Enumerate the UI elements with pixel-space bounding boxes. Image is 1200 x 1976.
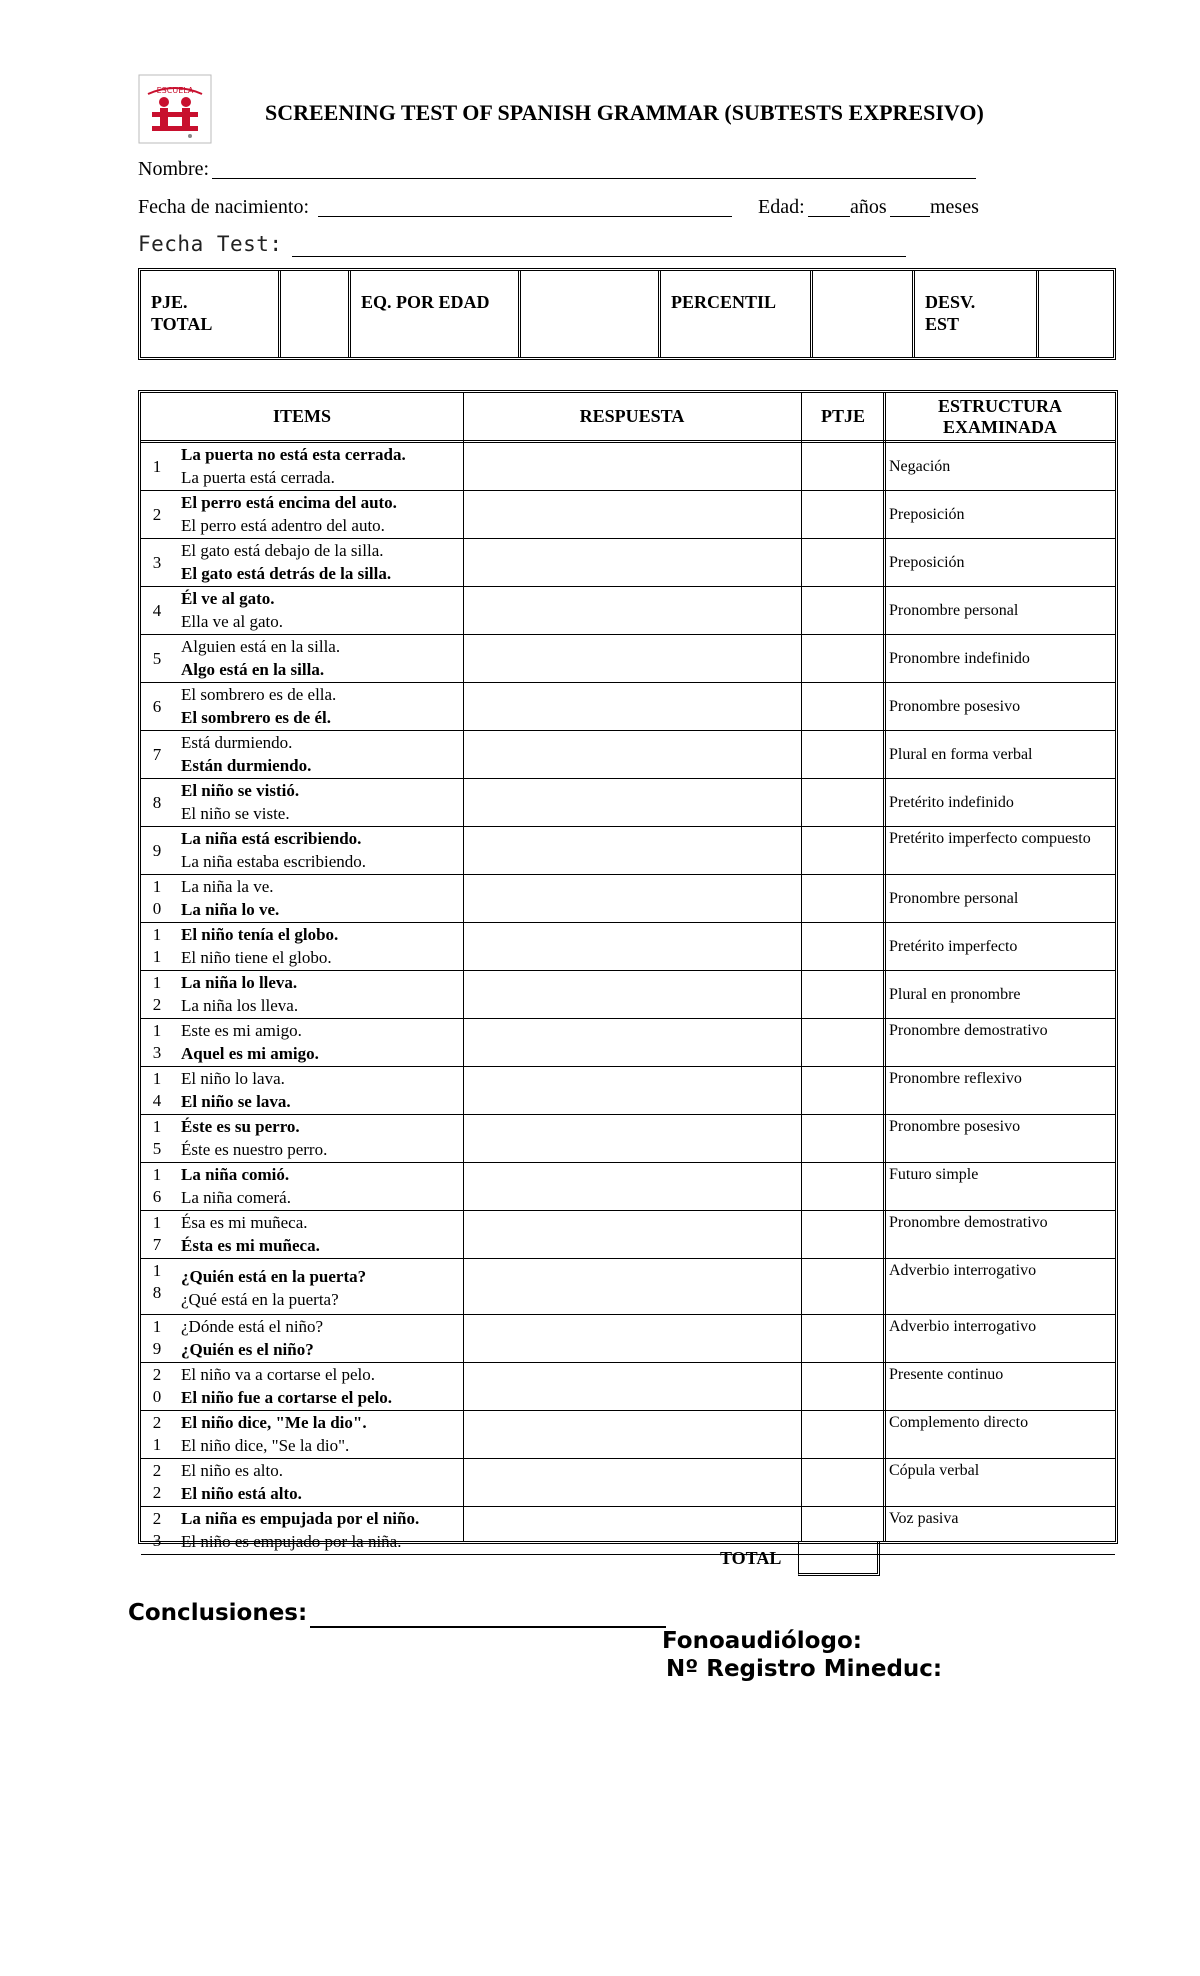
ptje-cell[interactable] (803, 1259, 883, 1314)
respuesta-cell[interactable] (465, 443, 799, 490)
sentence-a: El niño va a cortarse el pelo. (181, 1365, 376, 1384)
sentence-b: ¿Quién es el niño? (181, 1340, 314, 1359)
item-number: 1 8 (152, 1261, 162, 1302)
table-row (141, 1115, 1115, 1163)
ptje-cell[interactable] (803, 1411, 883, 1458)
estructura-cell: Pretérito imperfecto compuesto (889, 830, 1091, 847)
estructura-cell: Pronombre posesivo (889, 698, 1021, 715)
respuesta-cell[interactable] (465, 971, 799, 1018)
item-number: 1 1 (152, 925, 162, 966)
respuesta-cell[interactable] (465, 827, 799, 874)
table-row (141, 1459, 1115, 1507)
logo-text: ESCUELA (156, 86, 194, 95)
item-sentences (181, 1507, 419, 1553)
sentence-b: La niña los lleva. (181, 996, 299, 1015)
table-row (141, 1259, 1115, 1315)
sentence-a: El perro está encima del auto. (181, 493, 397, 512)
estructura-cell: Pronombre demostrativo (889, 1214, 1048, 1231)
respuesta-cell[interactable] (465, 1067, 799, 1114)
estructura-cell: Adverbio interrogativo (889, 1318, 1037, 1335)
sentence-b: Éste es nuestro perro. (181, 1140, 328, 1159)
respuesta-cell[interactable] (465, 1507, 799, 1554)
respuesta-cell[interactable] (465, 875, 799, 922)
sentence-a: El niño se vistió. (181, 781, 300, 800)
item-number: 1 (152, 457, 162, 476)
estructura-cell: Futuro simple (889, 1166, 979, 1183)
estructura-cell: Voz pasiva (889, 1510, 959, 1527)
sentence-b: Ella ve al gato. (181, 612, 283, 631)
item-sentences (181, 683, 336, 729)
item-sentences (181, 779, 299, 825)
table-row (141, 827, 1115, 875)
item-number: 2 1 (152, 1413, 162, 1454)
sentence-b: El niño se viste. (181, 804, 290, 823)
percentil-value[interactable] (813, 271, 915, 357)
ptje-cell[interactable] (803, 923, 883, 970)
sentence-b: ¿Qué está en la puerta? (181, 1290, 339, 1309)
anos-label: años (850, 196, 887, 218)
respuesta-cell[interactable] (465, 1411, 799, 1458)
fecha-test-field[interactable] (292, 256, 906, 257)
total-label: TOTAL (720, 1548, 782, 1568)
desv-est-label: DESV. EST (915, 271, 1039, 357)
table-row (141, 1507, 1115, 1555)
item-sentences (181, 539, 391, 585)
item-number: 9 (152, 841, 162, 860)
sentence-b: Algo está en la silla. (181, 660, 325, 679)
respuesta-cell[interactable] (465, 1259, 799, 1314)
school-logo (138, 74, 212, 144)
table-row (141, 491, 1115, 539)
ptje-header: PTJE (801, 393, 885, 443)
respuesta-cell[interactable] (465, 539, 799, 586)
item-sentences (181, 1115, 327, 1161)
item-sentences (181, 1411, 367, 1457)
edad-label: Edad: (758, 196, 805, 218)
item-number: 7 (152, 745, 162, 764)
table-row (141, 1163, 1115, 1211)
respuesta-cell[interactable] (465, 1459, 799, 1506)
eq-por-edad-label: EQ. POR EDAD (351, 271, 521, 357)
respuesta-cell[interactable] (465, 779, 799, 826)
ptje-cell[interactable] (803, 875, 883, 922)
respuesta-cell[interactable] (465, 923, 799, 970)
item-number: 1 9 (152, 1317, 162, 1358)
item-number: 1 5 (152, 1117, 162, 1158)
sentence-b: El niño dice, "Se la dio". (181, 1436, 350, 1455)
edad-meses-field[interactable] (890, 216, 930, 217)
estructura-header: ESTRUCTURA EXAMINADA (885, 393, 1115, 443)
item-number: 2 3 (152, 1509, 162, 1550)
sentence-a: Está durmiendo. (181, 733, 293, 752)
ptje-cell[interactable] (803, 1459, 883, 1506)
estructura-cell: Pronombre indefinido (889, 650, 1030, 667)
table-row (141, 1211, 1115, 1259)
item-sentences (181, 875, 279, 921)
sentence-b: El sombrero es de él. (181, 708, 331, 727)
item-sentences (181, 827, 366, 873)
column-divider (463, 393, 464, 1541)
item-sentences (181, 923, 338, 969)
desv-est-value[interactable] (1039, 271, 1113, 357)
sentence-b: El niño se lava. (181, 1092, 291, 1111)
respuesta-cell[interactable] (465, 491, 799, 538)
estructura-cell: Pronombre personal (889, 890, 1019, 907)
ptje-cell[interactable] (803, 1211, 883, 1258)
sentence-b: El niño es empujado por la niña. (181, 1532, 402, 1551)
fonoaudiologo-label: Fonoaudiólogo: (662, 1628, 862, 1654)
ptje-cell[interactable] (803, 1019, 883, 1066)
item-number: 1 3 (152, 1021, 162, 1062)
estructura-cell: Plural en forma verbal (889, 746, 1033, 763)
respuesta-header: RESPUESTA (463, 393, 801, 443)
item-number: 4 (152, 601, 162, 620)
ptje-cell[interactable] (803, 635, 883, 682)
item-number: 2 2 (152, 1461, 162, 1502)
table-row (141, 1363, 1115, 1411)
estructura-cell: Pronombre demostrativo (889, 1022, 1048, 1039)
items-table (138, 390, 1118, 1551)
item-number: 1 7 (152, 1213, 162, 1254)
ptje-cell[interactable] (803, 1315, 883, 1362)
item-sentences (181, 491, 397, 537)
respuesta-cell[interactable] (465, 1363, 799, 1410)
item-number: 8 (152, 793, 162, 812)
percentil-label: PERCENTIL (661, 271, 813, 357)
estructura-cell: Pronombre personal (889, 602, 1019, 619)
estructura-cell: Complemento directo (889, 1414, 1029, 1431)
ptje-cell[interactable] (803, 827, 883, 874)
sentence-b: El niño está alto. (181, 1484, 302, 1503)
ptje-cell[interactable] (803, 1067, 883, 1114)
item-number: 1 4 (152, 1069, 162, 1110)
item-sentences (181, 1315, 323, 1361)
estructura-cell: Plural en pronombre (889, 986, 1021, 1003)
sentence-a: ¿Quién está en la puerta? (181, 1267, 367, 1286)
sentence-a: El niño lo lava. (181, 1069, 285, 1088)
respuesta-cell[interactable] (465, 635, 799, 682)
sentence-b: El perro está adentro del auto. (181, 516, 385, 535)
item-sentences (181, 1067, 291, 1113)
item-sentences (181, 1163, 291, 1209)
pje-total-value[interactable] (281, 271, 351, 357)
estructura-cell: Pretérito indefinido (889, 794, 1014, 811)
table-row (141, 1067, 1115, 1115)
sentence-a: ¿Dónde está el niño? (181, 1317, 324, 1336)
table-row (141, 443, 1115, 491)
sentence-a: Este es mi amigo. (181, 1021, 302, 1040)
respuesta-cell[interactable] (465, 587, 799, 634)
ptje-cell[interactable] (803, 539, 883, 586)
item-number: 3 (152, 553, 162, 572)
estructura-cell: Adverbio interrogativo (889, 1262, 1037, 1279)
sentence-a: El niño es alto. (181, 1461, 283, 1480)
item-sentences (181, 1265, 366, 1311)
sentence-b: La niña lo ve. (181, 900, 280, 919)
sentence-b: Aquel es mi amigo. (181, 1044, 319, 1063)
fecha-nacimiento-field[interactable] (318, 216, 732, 217)
respuesta-cell[interactable] (465, 1163, 799, 1210)
estructura-cell: Pretérito imperfecto (889, 938, 1018, 955)
conclusiones-field[interactable] (310, 1626, 666, 1628)
sentence-a: La niña comió. (181, 1165, 290, 1184)
item-number: 2 0 (152, 1365, 162, 1406)
sentence-a: La niña es empujada por el niño. (181, 1509, 420, 1528)
table-row (141, 923, 1115, 971)
eq-por-edad-value[interactable] (521, 271, 661, 357)
table-row (141, 539, 1115, 587)
item-sentences (181, 1459, 302, 1505)
table-row (141, 635, 1115, 683)
sentence-b: La niña estaba escribiendo. (181, 852, 367, 871)
column-divider (801, 393, 802, 1541)
sentence-a: Alguien está en la silla. (181, 637, 341, 656)
sentence-b: El niño tiene el globo. (181, 948, 332, 967)
sentence-a: El niño dice, "Me la dio". (181, 1413, 367, 1432)
page-title: SCREENING TEST OF SPANISH GRAMMAR (SUBTESTS EXPRESIVO) (265, 100, 984, 125)
item-sentences (181, 731, 311, 777)
table-row (141, 683, 1115, 731)
item-number: 1 2 (152, 973, 162, 1014)
respuesta-cell[interactable] (465, 1315, 799, 1362)
item-sentences (181, 635, 340, 681)
respuesta-cell[interactable] (465, 1115, 799, 1162)
ptje-cell[interactable] (803, 443, 883, 490)
ptje-cell[interactable] (803, 491, 883, 538)
sentence-a: La niña lo lleva. (181, 973, 298, 992)
estructura-cell: Cópula verbal (889, 1462, 980, 1479)
sentence-b: Están durmiendo. (181, 756, 312, 775)
nombre-label: Nombre: (138, 158, 210, 180)
column-divider (883, 393, 886, 1541)
total-value-box[interactable] (798, 1542, 880, 1576)
respuesta-cell[interactable] (465, 1019, 799, 1066)
respuesta-cell[interactable] (465, 683, 799, 730)
sentence-b: La niña comerá. (181, 1188, 291, 1207)
nombre-field[interactable] (212, 178, 976, 179)
item-sentences (181, 443, 406, 489)
sentence-b: Ésta es mi muñeca. (181, 1236, 320, 1255)
sentence-a: La niña la ve. (181, 877, 274, 896)
ptje-cell[interactable] (803, 683, 883, 730)
estructura-cell: Preposición (889, 554, 965, 571)
sentence-b: El gato está detrás de la silla. (181, 564, 392, 583)
ptje-cell[interactable] (803, 971, 883, 1018)
table-row (141, 587, 1115, 635)
pje-total-label: PJE. TOTAL (141, 271, 281, 357)
score-summary-box (138, 268, 1116, 360)
sentence-a: Ésa es mi muñeca. (181, 1213, 308, 1232)
ptje-cell[interactable] (803, 1115, 883, 1162)
item-number: 5 (152, 649, 162, 668)
ptje-cell[interactable] (803, 779, 883, 826)
estructura-cell: Pronombre reflexivo (889, 1070, 1022, 1087)
table-row (141, 1019, 1115, 1067)
respuesta-cell[interactable] (465, 1211, 799, 1258)
ptje-cell[interactable] (803, 587, 883, 634)
ptje-cell[interactable] (803, 731, 883, 778)
sentence-a: El niño tenía el globo. (181, 925, 339, 944)
fecha-nacimiento-label: Fecha de nacimiento: (138, 196, 310, 218)
sentence-a: El gato está debajo de la silla. (181, 541, 384, 560)
estructura-cell: Preposición (889, 506, 965, 523)
ptje-cell[interactable] (803, 1163, 883, 1210)
estructura-cell: Negación (889, 458, 951, 475)
table-row (141, 875, 1115, 923)
sentence-a: Él ve al gato. (181, 589, 275, 608)
table-row (141, 779, 1115, 827)
conclusiones-label: Conclusiones: (128, 1600, 308, 1626)
sentence-b: El niño fue a cortarse el pelo. (181, 1388, 393, 1407)
sentence-a: La puerta no está esta cerrada. (181, 445, 406, 464)
meses-label: meses (930, 196, 979, 218)
item-sentences (181, 587, 283, 633)
item-number: 1 6 (152, 1165, 162, 1206)
item-sentences (181, 1019, 319, 1065)
sentence-a: Éste es su perro. (181, 1117, 300, 1136)
item-sentences (181, 971, 298, 1017)
edad-anos-field[interactable] (808, 216, 850, 217)
table-row (141, 971, 1115, 1019)
sentence-a: La niña está escribiendo. (181, 829, 362, 848)
item-sentences (181, 1211, 320, 1257)
sentence-a: El sombrero es de ella. (181, 685, 337, 704)
item-sentences (181, 1363, 392, 1409)
estructura-cell: Pronombre posesivo (889, 1118, 1021, 1135)
ptje-cell[interactable] (803, 1363, 883, 1410)
items-header: ITEMS (141, 393, 463, 443)
estructura-cell: Presente continuo (889, 1366, 1004, 1383)
table-row (141, 1315, 1115, 1363)
respuesta-cell[interactable] (465, 731, 799, 778)
item-number: 2 (152, 505, 162, 524)
item-number: 6 (152, 697, 162, 716)
item-number: 1 0 (152, 877, 162, 918)
fecha-test-label: Fecha Test: (138, 232, 283, 256)
registro-mineduc-label: Nº Registro Mineduc: (666, 1656, 943, 1682)
table-row (141, 731, 1115, 779)
table-row (141, 1411, 1115, 1459)
sentence-b: La puerta está cerrada. (181, 468, 335, 487)
